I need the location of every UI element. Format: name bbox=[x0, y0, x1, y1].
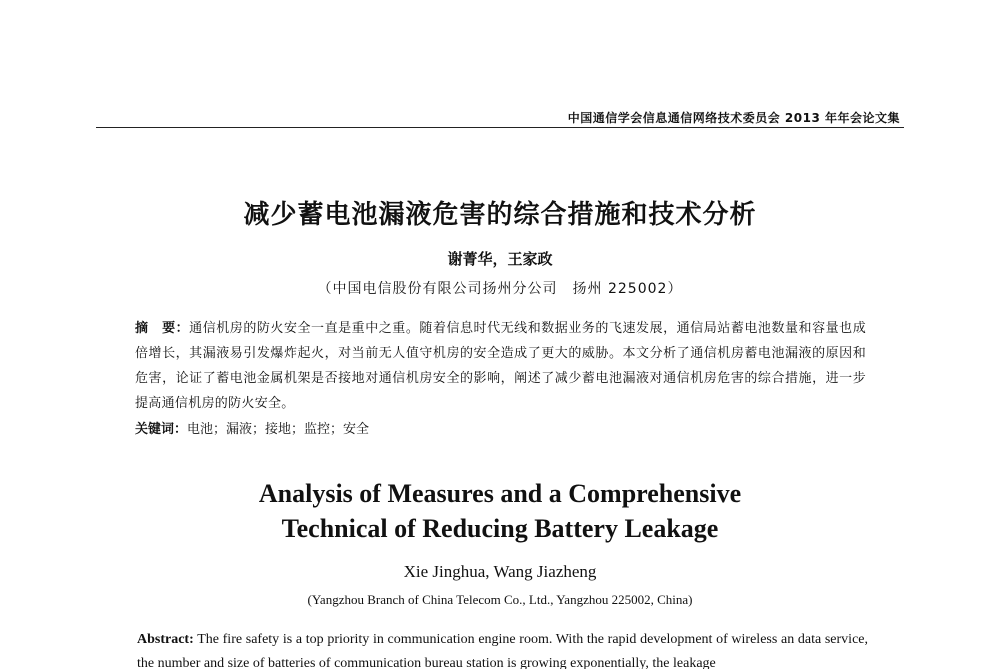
abstract-en bbox=[137, 628, 868, 669]
abstract-en-text: The fire safety is a top priority in communication engine room. With the rapid development of wireless an data service, the number and size of batteries of communication bureau station is growing exponentially, the leakage bbox=[137, 632, 869, 669]
abstract-cn-text: 通信机房的防火安全一直是重中之重。随着信息时代无线和数据业务的飞速发展，通信局站蓄电池数量和容量也成倍增长，其漏液易引发爆炸起火，对当前无人值守机房的安全造成了更大的威胁。本文分析了通信机房蓄电池漏液的原因和危害，论证了蓄电池金属机架是否接地对通信机房安全的影响，阐述了减少蓄电池漏液对通信机房危害的综合措施，进一步提高通信机房的防火安全。 bbox=[135, 321, 866, 411]
affiliation-cn: （中国电信股份有限公司扬州分公司 扬州 225002） bbox=[317, 281, 683, 297]
keywords-cn-text: 电池；漏液；接地；监控；安全 bbox=[187, 422, 370, 437]
keywords-cn-label: 关键词： bbox=[135, 422, 188, 437]
title-en bbox=[0, 476, 1000, 546]
authors-en: Xie Jinghua, Wang Jiazheng bbox=[403, 562, 597, 581]
affiliation-en: (Yangzhou Branch of China Telecom Co., Ltd., Yangzhou 225002, China) bbox=[307, 592, 693, 607]
authors-cn: 谢菁华，王家政 bbox=[447, 250, 553, 268]
abstract-en-label: Abstract: bbox=[137, 632, 194, 647]
title-en-line-2: Technical of Reducing Battery Leakage bbox=[281, 514, 719, 543]
abstract-cn bbox=[135, 316, 866, 416]
running-header: 中国通信学会信息通信网络技术委员会 2013 年年会论文集 bbox=[567, 111, 900, 125]
title-en-line-1: Analysis of Measures and a Comprehensive bbox=[258, 479, 742, 508]
header-rule bbox=[96, 127, 904, 128]
abstract-cn-label: 摘 要： bbox=[135, 321, 190, 336]
keywords-cn bbox=[135, 420, 866, 440]
title-cn: 减少蓄电池漏液危害的综合措施和技术分析 bbox=[243, 200, 757, 230]
